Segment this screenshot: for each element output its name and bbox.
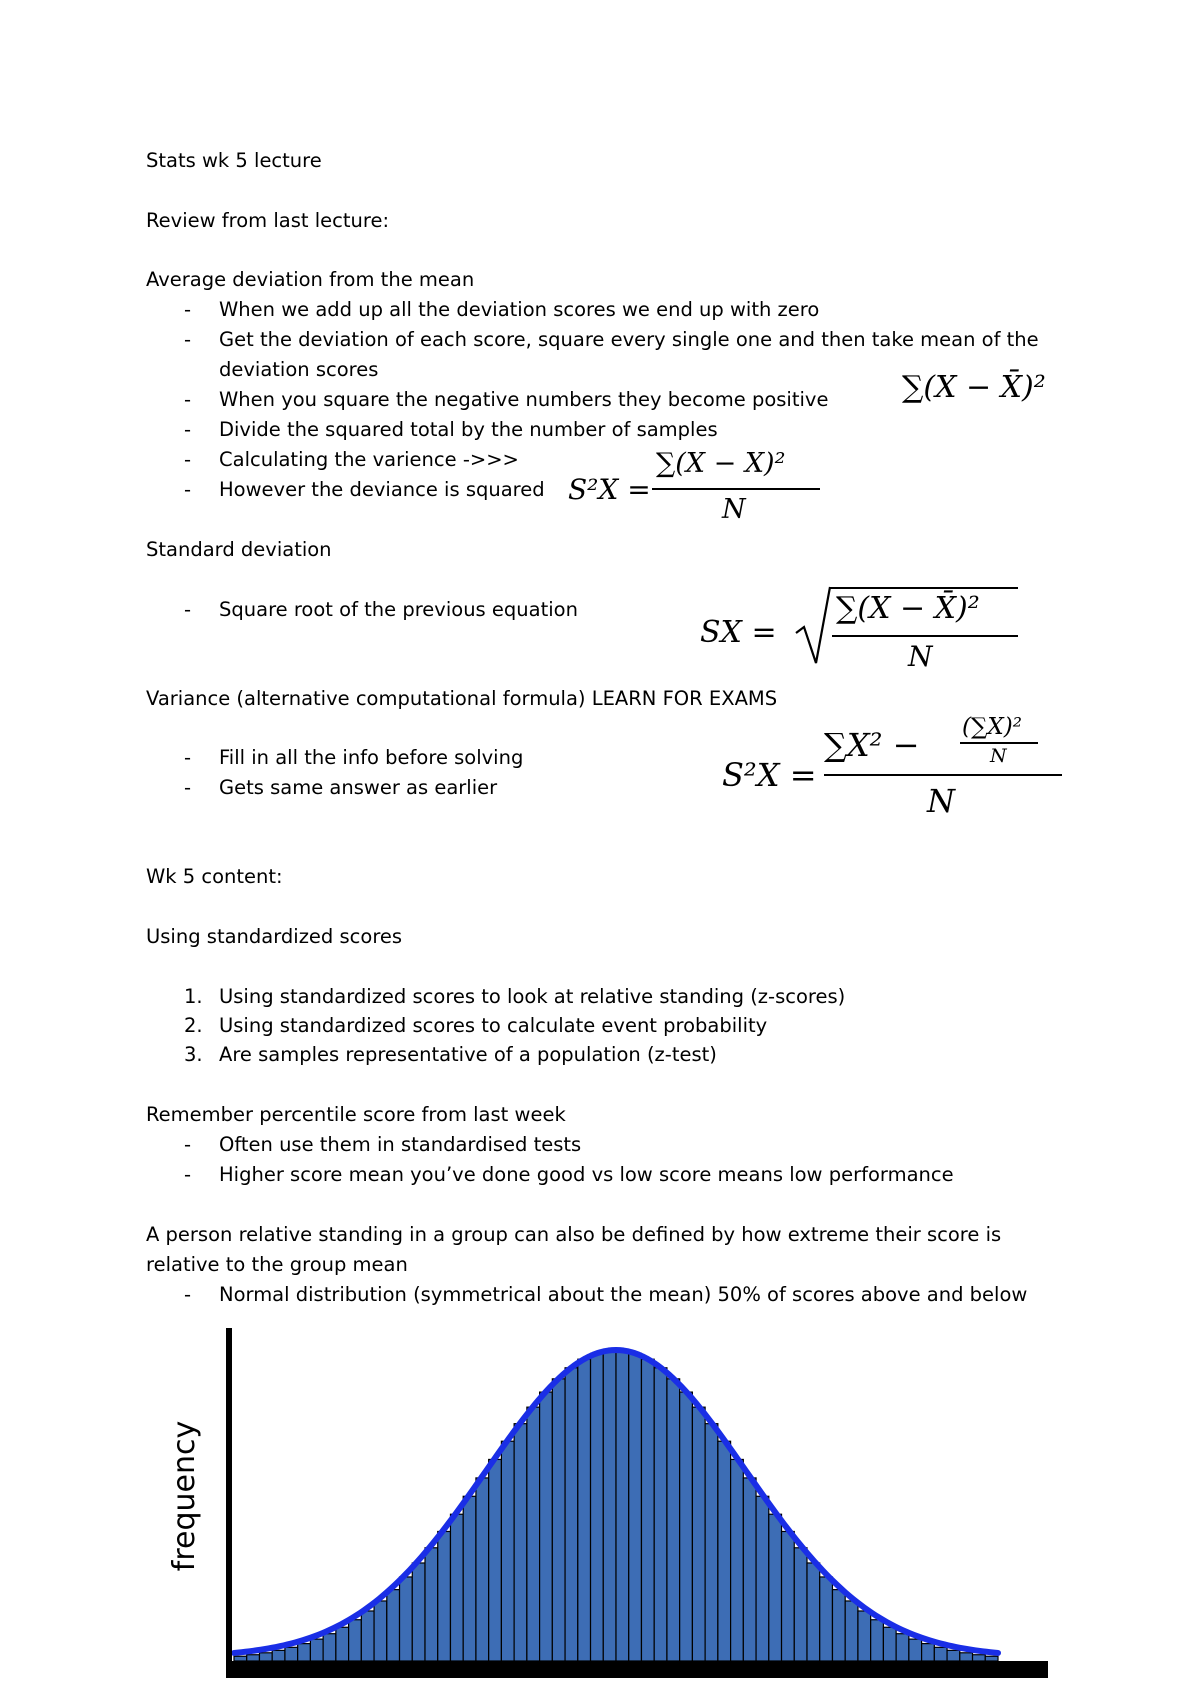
histogram-bar bbox=[540, 1392, 553, 1661]
variance-alt-lhs: S²X = bbox=[722, 756, 817, 794]
histogram-bar bbox=[883, 1627, 896, 1661]
bullet-text: Fill in all the info before solving bbox=[219, 746, 524, 769]
histogram-bar bbox=[667, 1379, 680, 1661]
histogram-bar bbox=[349, 1620, 362, 1661]
histogram-bar bbox=[603, 1350, 616, 1661]
histogram-bar bbox=[985, 1656, 998, 1661]
percentile-heading: Remember percentile score from last week bbox=[146, 1103, 566, 1126]
histogram-bar bbox=[578, 1359, 591, 1661]
histogram-bar bbox=[247, 1655, 260, 1661]
fraction-bar bbox=[652, 488, 820, 490]
histogram-bar bbox=[501, 1441, 514, 1661]
histogram-bar bbox=[896, 1634, 909, 1661]
histogram-bar bbox=[374, 1601, 387, 1661]
histogram-bar bbox=[259, 1653, 272, 1661]
fraction-bar bbox=[824, 774, 1062, 776]
histogram-bar bbox=[272, 1650, 285, 1661]
histogram-bar bbox=[807, 1563, 820, 1661]
variance-lhs: S²X = bbox=[568, 473, 651, 506]
histogram-bar bbox=[960, 1653, 973, 1661]
list-number: 1. bbox=[184, 985, 203, 1008]
bullet-text: Often use them in standardised tests bbox=[219, 1133, 582, 1156]
standardized-heading: Using standardized scores bbox=[146, 925, 403, 948]
histogram-bar bbox=[731, 1459, 744, 1661]
list-number: 3. bbox=[184, 1043, 203, 1066]
histogram-bar bbox=[463, 1496, 476, 1661]
avg-dev-heading: Average deviation from the mean bbox=[146, 268, 475, 291]
bullet-text: When you square the negative numbers they become positive bbox=[219, 388, 829, 411]
histogram-bar bbox=[438, 1531, 451, 1661]
histogram-bar bbox=[641, 1359, 654, 1661]
bullet-text: Calculating the varience ->>> bbox=[219, 448, 519, 471]
histogram-bar bbox=[323, 1634, 336, 1661]
review-heading: Review from last lecture: bbox=[146, 209, 390, 232]
x-axis-line bbox=[226, 1661, 1048, 1678]
normal-distribution-chart bbox=[150, 1320, 1060, 1690]
bullet-marker: - bbox=[184, 448, 192, 471]
std-dev-lhs: SX = bbox=[700, 615, 777, 650]
histogram-bar bbox=[743, 1478, 756, 1661]
sqrt-sign-icon bbox=[794, 585, 834, 667]
list-item: Are samples representative of a population (z-test) bbox=[219, 1043, 717, 1066]
histogram-bar bbox=[489, 1459, 502, 1661]
bullet-marker: - bbox=[184, 298, 192, 321]
histogram-bar bbox=[680, 1392, 693, 1661]
histogram-bar bbox=[234, 1656, 247, 1661]
histogram-bar bbox=[310, 1639, 323, 1661]
bullet-marker: - bbox=[184, 1283, 192, 1306]
histogram-bar bbox=[629, 1353, 642, 1661]
y-axis-line bbox=[226, 1328, 232, 1678]
histogram-bar bbox=[934, 1647, 947, 1661]
bullet-marker: - bbox=[184, 598, 192, 621]
bullet-text: Gets same answer as earlier bbox=[219, 776, 498, 799]
histogram-bar bbox=[858, 1611, 871, 1661]
histogram-bars bbox=[234, 1350, 998, 1661]
bullet-text: However the deviance is squared bbox=[219, 478, 545, 501]
histogram-bar bbox=[782, 1531, 795, 1661]
sum-squares-formula: ∑(X − X̄)² bbox=[902, 370, 1046, 405]
histogram-bar bbox=[922, 1644, 935, 1661]
variance-alt-inner-denominator: N bbox=[990, 745, 1007, 767]
std-dev-heading: Standard deviation bbox=[146, 538, 332, 561]
bullet-text: Normal distribution (symmetrical about the mean) 50% of scores above and below bbox=[219, 1283, 1028, 1306]
histogram-bar bbox=[552, 1379, 565, 1661]
histogram-bar bbox=[591, 1353, 604, 1661]
histogram-bar bbox=[425, 1548, 438, 1661]
histogram-bar bbox=[820, 1577, 833, 1661]
histogram-bar bbox=[412, 1563, 425, 1661]
histogram-bar bbox=[692, 1407, 705, 1661]
histogram-bar bbox=[705, 1424, 718, 1661]
wk5-heading: Wk 5 content: bbox=[146, 865, 283, 888]
list-item: Using standardized scores to look at relative standing (z-scores) bbox=[219, 985, 846, 1008]
variance-alt-inner-numerator: (∑X)² bbox=[962, 714, 1022, 740]
histogram-bar bbox=[794, 1548, 807, 1661]
bullet-marker: - bbox=[184, 328, 192, 351]
sqrt-overbar bbox=[830, 587, 1018, 589]
histogram-bar bbox=[387, 1590, 400, 1661]
histogram-bar bbox=[450, 1514, 463, 1661]
histogram-bar bbox=[756, 1496, 769, 1661]
bullet-marker: - bbox=[184, 776, 192, 799]
histogram-bar bbox=[336, 1627, 349, 1661]
fraction-bar bbox=[832, 635, 1018, 637]
std-dev-denominator: N bbox=[908, 640, 933, 673]
histogram-bar bbox=[400, 1577, 413, 1661]
histogram-bar bbox=[654, 1368, 667, 1661]
list-number: 2. bbox=[184, 1014, 203, 1037]
variance-alt-heading: Variance (alternative computational formula) LEARN FOR EXAMS bbox=[146, 687, 778, 710]
histogram-bar bbox=[476, 1478, 489, 1661]
histogram-bar bbox=[565, 1368, 578, 1661]
histogram-bar bbox=[832, 1590, 845, 1661]
bullet-text: Divide the squared total by the number of samples bbox=[219, 418, 718, 441]
bullet-text-continued: deviation scores bbox=[219, 358, 379, 381]
histogram-bar bbox=[527, 1407, 540, 1661]
histogram-bar bbox=[298, 1644, 311, 1661]
bullet-marker: - bbox=[184, 388, 192, 411]
bullet-text: When we add up all the deviation scores we end up with zero bbox=[219, 298, 820, 321]
bullet-marker: - bbox=[184, 478, 192, 501]
histogram-bar bbox=[909, 1639, 922, 1661]
y-axis-label: frequency bbox=[167, 1420, 202, 1572]
variance-alt-numerator: ∑X² − bbox=[824, 726, 920, 764]
histogram-bar bbox=[845, 1601, 858, 1661]
relative-line-2: relative to the group mean bbox=[146, 1253, 408, 1276]
histogram-bar bbox=[973, 1655, 986, 1661]
std-dev-numerator: ∑(X − X̄)² bbox=[836, 591, 980, 626]
bullet-marker: - bbox=[184, 746, 192, 769]
relative-line-1: A person relative standing in a group can also be defined by how extreme their score is bbox=[146, 1223, 1002, 1246]
histogram-bar bbox=[947, 1650, 960, 1661]
bullet-marker: - bbox=[184, 1133, 192, 1156]
list-item: Using standardized scores to calculate event probability bbox=[219, 1014, 768, 1037]
bullet-text: Higher score mean you’ve done good vs low score means low performance bbox=[219, 1163, 954, 1186]
doc-title: Stats wk 5 lecture bbox=[146, 149, 322, 172]
bullet-text: Square root of the previous equation bbox=[219, 598, 578, 621]
histogram-bar bbox=[718, 1441, 731, 1661]
variance-numerator: ∑(X − X)² bbox=[656, 448, 786, 479]
variance-alt-denominator: N bbox=[927, 782, 955, 820]
inner-fraction-bar bbox=[960, 742, 1038, 744]
histogram-bar bbox=[361, 1611, 374, 1661]
histogram-bar bbox=[871, 1620, 884, 1661]
bullet-marker: - bbox=[184, 1163, 192, 1186]
variance-denominator: N bbox=[722, 494, 746, 525]
histogram-bar bbox=[616, 1350, 629, 1661]
bullet-marker: - bbox=[184, 418, 192, 441]
histogram-bar bbox=[285, 1647, 298, 1661]
bullet-text: Get the deviation of each score, square every single one and then take mean of the bbox=[219, 328, 1039, 351]
histogram-bar bbox=[514, 1424, 527, 1661]
histogram-bar bbox=[769, 1514, 782, 1661]
